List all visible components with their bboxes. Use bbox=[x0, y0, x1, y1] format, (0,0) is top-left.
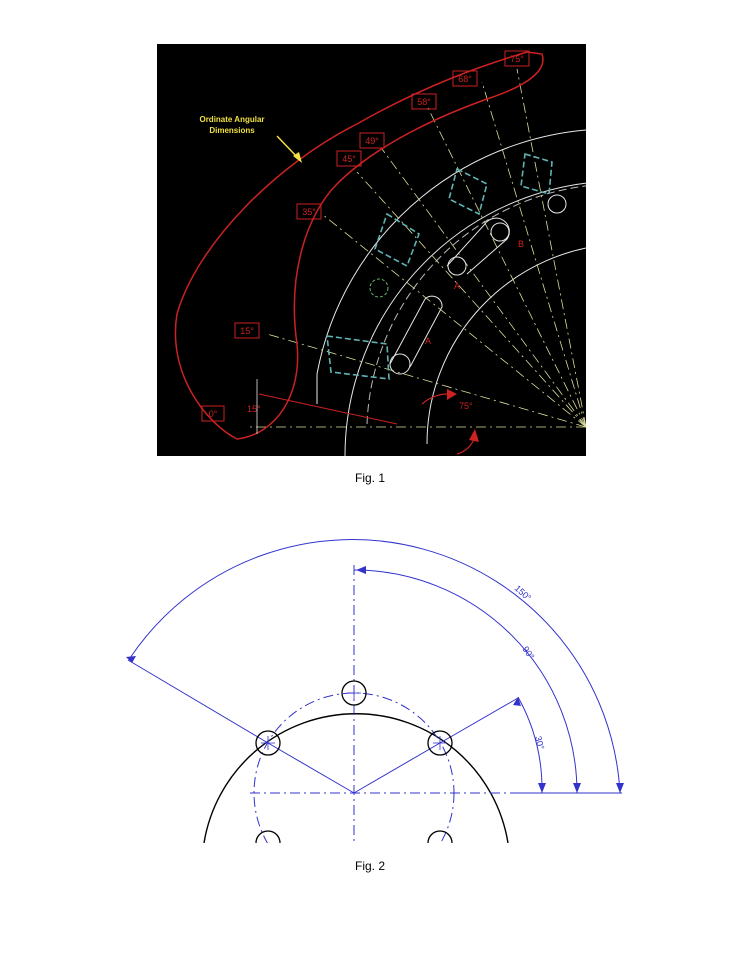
figure-1-caption: Fig. 1 bbox=[354, 471, 385, 485]
annotation-line2: Dimensions bbox=[209, 126, 255, 135]
highlight-outline bbox=[175, 52, 542, 439]
label-68: 68° bbox=[458, 74, 472, 84]
dimension-labels bbox=[513, 583, 547, 751]
dimension-arcs bbox=[130, 540, 620, 793]
hidden-features bbox=[327, 154, 552, 379]
label-58: 58° bbox=[417, 97, 431, 107]
dim-label-90: 90° bbox=[520, 644, 537, 662]
figure-1-ordinate-angular bbox=[157, 44, 586, 456]
figure-2-drawing bbox=[110, 525, 630, 843]
label-35: 35° bbox=[302, 207, 316, 217]
label-slot-a1: A bbox=[425, 336, 432, 346]
label-75: 75° bbox=[510, 54, 524, 64]
ordinate-labels bbox=[202, 51, 529, 421]
figure-1-drawing bbox=[157, 44, 586, 456]
figure-2-angular-dimensions bbox=[110, 525, 630, 843]
annotation-line1: Ordinate Angular bbox=[199, 115, 265, 124]
figure-2-caption: Fig. 2 bbox=[354, 859, 385, 873]
dim-label-30: 30° bbox=[533, 734, 547, 751]
centerlines bbox=[128, 565, 622, 843]
outer-circle bbox=[204, 714, 508, 843]
bolt-holes bbox=[256, 681, 452, 843]
dim-label-150: 150° bbox=[512, 583, 534, 603]
label-slot-a2: A bbox=[454, 281, 461, 291]
dim-15-line bbox=[259, 394, 397, 424]
label-45: 45° bbox=[342, 154, 356, 164]
label-15: 15° bbox=[240, 326, 254, 336]
label-49: 49° bbox=[365, 136, 379, 146]
arrow-75-head bbox=[447, 389, 457, 400]
small-labels bbox=[247, 239, 524, 414]
label-angle-75: 75° bbox=[459, 401, 473, 411]
radial-centerlines bbox=[247, 69, 586, 427]
label-slot-b: B bbox=[518, 239, 525, 249]
label-angle-15: 15° bbox=[247, 404, 261, 414]
arrow-0-head bbox=[469, 429, 479, 442]
dimension-arrowheads bbox=[126, 566, 624, 793]
label-0: 0° bbox=[208, 409, 218, 419]
